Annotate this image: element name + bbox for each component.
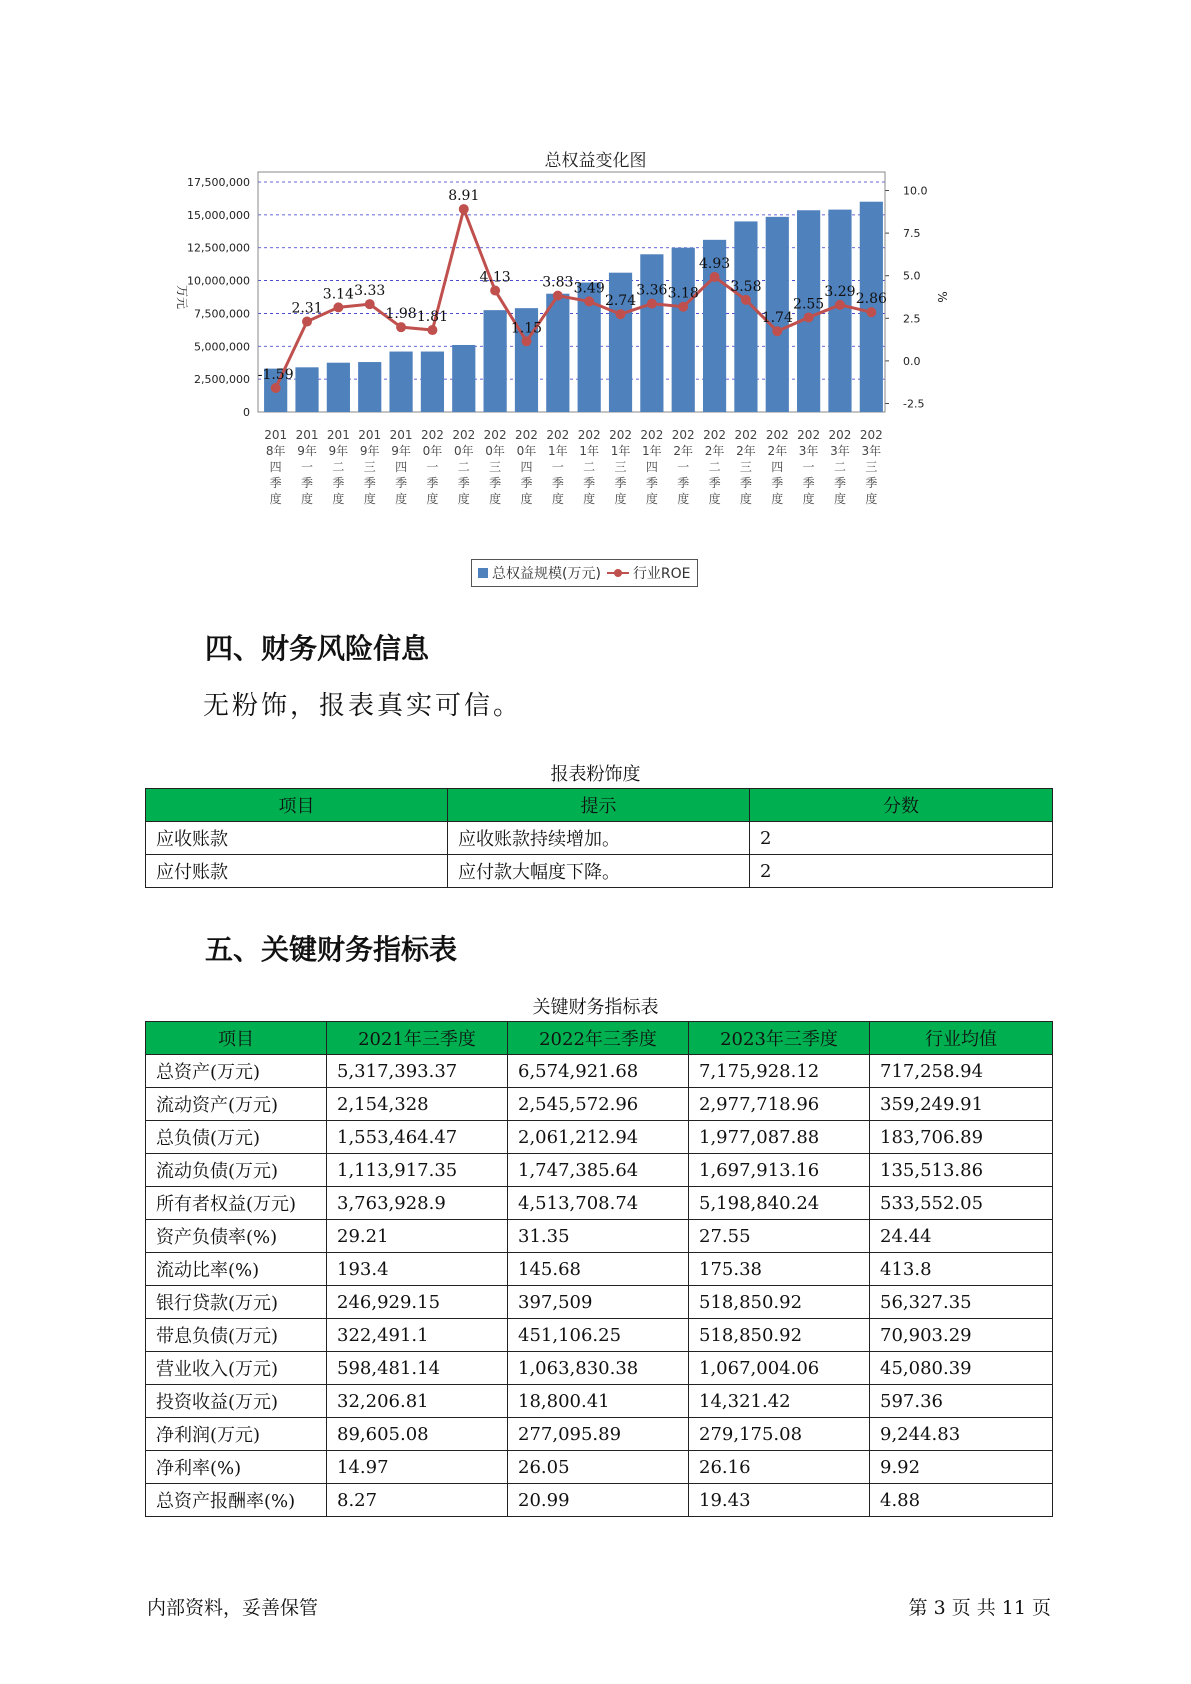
legend-item-equity <box>478 563 601 583</box>
equity-bar <box>484 310 507 412</box>
risk-table-row <box>146 855 1053 888</box>
roe-point <box>427 325 437 335</box>
kpi-table-cell: 717,258.94 <box>870 1055 1053 1088</box>
roe-point <box>553 291 563 301</box>
x-tick-label: 202 1年四季度 <box>640 428 664 506</box>
x-tick-label: 202 0年一季度 <box>420 428 444 506</box>
kpi-table-cell: 18,800.41 <box>508 1385 689 1418</box>
x-tick-label: 201 8年四季度 <box>264 428 288 506</box>
kpi-table-row <box>146 1055 1053 1088</box>
kpi-table-cell: 总资产报酬率(%) <box>146 1484 327 1517</box>
kpi-table-cell: 598,481.14 <box>327 1352 508 1385</box>
kpi-table-row <box>146 1121 1053 1154</box>
x-tick-label: 202 0年四季度 <box>515 428 538 506</box>
risk-table <box>145 788 1053 888</box>
roe-data-label: 2.74 <box>604 293 637 310</box>
risk-table-cell: 应收账款持续增加。 <box>448 822 750 855</box>
roe-data-label: 3.18 <box>667 285 699 302</box>
kpi-table-cell: 56,327.35 <box>870 1286 1053 1319</box>
equity-bar <box>452 345 475 412</box>
y-left-tick-label: 10,000,000 <box>187 274 250 288</box>
kpi-table-cell: 183,706.89 <box>870 1121 1053 1154</box>
equity-bar <box>828 210 851 412</box>
risk-table-cell: 应付款大幅度下降。 <box>448 855 750 888</box>
kpi-table-cell: 资产负债率(%) <box>146 1220 327 1253</box>
kpi-table-cell: 6,574,921.68 <box>508 1055 689 1088</box>
y-right-tick-label: 0.0 <box>903 354 921 368</box>
kpi-table-cell: 413.8 <box>870 1253 1053 1286</box>
footer-confidential: 内部资料，妥善保管 <box>147 1597 319 1619</box>
y-left-tick-label: 0 <box>243 406 250 419</box>
equity-bar <box>295 367 318 412</box>
kpi-table-cell: 1,063,830.38 <box>508 1352 689 1385</box>
roe-point <box>365 299 375 309</box>
kpi-table-cell: 1,553,464.47 <box>327 1121 508 1154</box>
kpi-table-cell: 451,106.25 <box>508 1319 689 1352</box>
kpi-table-row <box>146 1088 1053 1121</box>
risk-table-cell: 2 <box>750 855 1053 888</box>
kpi-table-cell: 597.36 <box>870 1385 1053 1418</box>
y-left-tick-label: 2,500,000 <box>194 373 250 387</box>
kpi-table-cell: 70,903.29 <box>870 1319 1053 1352</box>
kpi-table-cell: 净利率(%) <box>146 1451 327 1484</box>
kpi-table-row <box>146 1385 1053 1418</box>
roe-data-label: 2.55 <box>793 296 825 313</box>
kpi-table-cell: 净利润(万元) <box>146 1418 327 1451</box>
y-right-tick-label: -2.5 <box>903 397 925 411</box>
kpi-table-row <box>146 1286 1053 1319</box>
legend-line-swatch <box>607 568 629 578</box>
kpi-table-cell: 5,317,393.37 <box>327 1055 508 1088</box>
kpi-table-cell: 32,206.81 <box>327 1385 508 1418</box>
y-right-tick-label: 7.5 <box>903 227 921 241</box>
roe-data-label: 1.81 <box>416 309 449 326</box>
kpi-table-cell: 45,080.39 <box>870 1352 1053 1385</box>
roe-point <box>678 302 688 312</box>
x-tick-label: 202 2年四季度 <box>765 428 789 506</box>
roe-data-label: 1.98 <box>385 306 417 323</box>
risk-table-cell: 2 <box>750 822 1053 855</box>
roe-data-label: 1.15 <box>510 320 543 337</box>
y-right-tick-label: 10.0 <box>903 184 928 198</box>
equity-bar <box>640 254 663 412</box>
x-tick-label: 202 1年一季度 <box>546 428 570 506</box>
section5-heading: 五、关键财务指标表 <box>205 933 458 966</box>
kpi-table-cell: 所有者权益(万元) <box>146 1187 327 1220</box>
roe-data-label: -1.59 <box>257 366 294 383</box>
x-tick-label: 201 9年三季度 <box>358 428 382 506</box>
kpi-table-cell: 279,175.08 <box>689 1418 870 1451</box>
x-tick-label: 201 9年一季度 <box>295 428 319 506</box>
risk-summary-text: 无粉饰，报表真实可信。 <box>203 691 523 721</box>
roe-data-label: 4.93 <box>698 255 731 272</box>
roe-data-label: 3.29 <box>824 283 856 300</box>
x-tick-label: 202 1年二季度 <box>577 428 601 506</box>
kpi-table-cell: 2,977,718.96 <box>689 1088 870 1121</box>
kpi-table-caption: 关键财务指标表 <box>532 997 659 1018</box>
x-tick-label: 202 3年三季度 <box>859 428 883 506</box>
legend-bar-label: 总权益规模(万元) <box>492 566 601 582</box>
roe-point <box>271 383 281 393</box>
roe-point <box>584 296 594 306</box>
kpi-table-cell: 89,605.08 <box>327 1418 508 1451</box>
kpi-table-cell: 9,244.83 <box>870 1418 1053 1451</box>
roe-data-label: 1.74 <box>761 310 793 327</box>
risk-table-cell: 应付账款 <box>146 855 448 888</box>
kpi-table-cell: 322,491.1 <box>327 1319 508 1352</box>
equity-bar <box>327 363 350 412</box>
kpi-table-cell: 533,552.05 <box>870 1187 1053 1220</box>
kpi-table-cell: 2,545,572.96 <box>508 1088 689 1121</box>
kpi-table-cell: 14,321.42 <box>689 1385 870 1418</box>
y-right-tick-label: 2.5 <box>903 312 921 326</box>
kpi-table-cell: 359,249.91 <box>870 1088 1053 1121</box>
roe-point <box>396 322 406 332</box>
roe-point <box>866 307 876 317</box>
kpi-table-cell: 29.21 <box>327 1220 508 1253</box>
kpi-table-cell: 4.88 <box>870 1484 1053 1517</box>
x-tick-label: 202 0年三季度 <box>483 428 507 506</box>
kpi-table-cell: 20.99 <box>508 1484 689 1517</box>
x-tick-label: 201 9年二季度 <box>326 428 350 506</box>
kpi-table-cell: 135,513.86 <box>870 1154 1053 1187</box>
roe-point <box>804 312 814 322</box>
risk-table-header-cell: 分数 <box>750 789 1053 822</box>
y-left-tick-label: 7,500,000 <box>194 307 250 321</box>
kpi-table-cell: 7,175,928.12 <box>689 1055 870 1088</box>
legend-item-roe <box>607 563 691 583</box>
kpi-table-cell: 流动资产(万元) <box>146 1088 327 1121</box>
roe-data-label: 3.14 <box>322 286 354 303</box>
kpi-table-cell: 193.4 <box>327 1253 508 1286</box>
kpi-table-cell: 518,850.92 <box>689 1319 870 1352</box>
risk-table-caption: 报表粉饰度 <box>550 764 641 785</box>
x-tick-label: 202 2年二季度 <box>703 428 727 506</box>
kpi-table-row <box>146 1352 1053 1385</box>
kpi-table-cell: 19.43 <box>689 1484 870 1517</box>
roe-data-label: 3.33 <box>354 283 386 300</box>
kpi-table-cell: 145.68 <box>508 1253 689 1286</box>
roe-data-label: 3.36 <box>636 282 668 299</box>
roe-data-label: 3.49 <box>573 280 605 297</box>
roe-point <box>772 326 782 336</box>
roe-data-label: 2.86 <box>855 291 887 308</box>
kpi-table-cell: 1,067,004.06 <box>689 1352 870 1385</box>
kpi-table-row <box>146 1154 1053 1187</box>
kpi-table-cell: 246,929.15 <box>327 1286 508 1319</box>
kpi-table-cell: 26.05 <box>508 1451 689 1484</box>
risk-table-header <box>146 789 1053 822</box>
kpi-table-cell: 1,113,917.35 <box>327 1154 508 1187</box>
kpi-table-row <box>146 1451 1053 1484</box>
kpi-table <box>145 1021 1053 1517</box>
kpi-table-cell: 投资收益(万元) <box>146 1385 327 1418</box>
x-tick-label: 202 2年一季度 <box>671 428 695 506</box>
chart-legend <box>471 559 698 587</box>
x-tick-label: 202 2年三季度 <box>734 428 758 506</box>
roe-point <box>741 295 751 305</box>
kpi-table-cell: 流动负债(万元) <box>146 1154 327 1187</box>
equity-bar <box>389 352 412 412</box>
kpi-table-cell: 175.38 <box>689 1253 870 1286</box>
roe-data-label: 4.13 <box>479 269 511 286</box>
kpi-table-cell: 26.16 <box>689 1451 870 1484</box>
risk-table-row <box>146 822 1053 855</box>
y-right-tick-label: 5.0 <box>903 269 921 283</box>
kpi-table-header-cell: 项目 <box>146 1022 327 1055</box>
x-tick-label: 201 9年四季度 <box>389 428 413 506</box>
equity-chart <box>170 170 970 555</box>
section4-heading: 四、财务风险信息 <box>205 632 430 665</box>
chart-title: 总权益变化图 <box>544 151 647 171</box>
kpi-table-cell: 8.27 <box>327 1484 508 1517</box>
footer-page-number: 第 3 页 共 11 页 <box>908 1597 1051 1619</box>
roe-point <box>647 299 657 309</box>
kpi-table-cell: 银行贷款(万元) <box>146 1286 327 1319</box>
kpi-table-row <box>146 1319 1053 1352</box>
roe-point <box>302 317 312 327</box>
kpi-table-header-cell: 行业均值 <box>870 1022 1053 1055</box>
kpi-table-cell: 1,977,087.88 <box>689 1121 870 1154</box>
x-tick-label: 202 0年二季度 <box>452 428 476 506</box>
kpi-table-cell: 518,850.92 <box>689 1286 870 1319</box>
kpi-table-cell: 营业收入(万元) <box>146 1352 327 1385</box>
kpi-table-cell: 3,763,928.9 <box>327 1187 508 1220</box>
roe-point <box>333 302 343 312</box>
y-left-axis-label: 万元 <box>175 284 189 310</box>
roe-data-label: 8.91 <box>448 188 480 205</box>
roe-point <box>490 286 500 296</box>
kpi-table-cell: 9.92 <box>870 1451 1053 1484</box>
kpi-table-cell: 31.35 <box>508 1220 689 1253</box>
kpi-table-cell: 27.55 <box>689 1220 870 1253</box>
kpi-table-cell: 2,061,212.94 <box>508 1121 689 1154</box>
kpi-table-header-cell: 2021年三季度 <box>327 1022 508 1055</box>
roe-point <box>835 300 845 310</box>
y-right-axis-label: % <box>935 291 949 303</box>
kpi-table-row <box>146 1187 1053 1220</box>
y-left-tick-label: 5,000,000 <box>194 340 250 354</box>
roe-point <box>521 336 531 346</box>
equity-bar <box>672 248 695 412</box>
roe-point <box>616 309 626 319</box>
kpi-table-cell: 1,747,385.64 <box>508 1154 689 1187</box>
kpi-table-cell: 1,697,913.16 <box>689 1154 870 1187</box>
kpi-table-cell: 流动比率(%) <box>146 1253 327 1286</box>
kpi-table-cell: 4,513,708.74 <box>508 1187 689 1220</box>
kpi-table-cell: 397,509 <box>508 1286 689 1319</box>
roe-point <box>710 272 720 282</box>
risk-table-header-cell: 提示 <box>448 789 750 822</box>
kpi-table-cell: 24.44 <box>870 1220 1053 1253</box>
kpi-table-row <box>146 1418 1053 1451</box>
kpi-table-cell: 14.97 <box>327 1451 508 1484</box>
y-left-tick-label: 12,500,000 <box>187 241 250 255</box>
kpi-table-cell: 总负债(万元) <box>146 1121 327 1154</box>
x-tick-label: 202 3年一季度 <box>797 428 821 506</box>
x-tick-label: 202 3年二季度 <box>828 428 852 506</box>
legend-line-label: 行业ROE <box>632 566 691 582</box>
kpi-table-row <box>146 1220 1053 1253</box>
roe-data-label: 2.31 <box>291 300 323 317</box>
kpi-table-cell: 277,095.89 <box>508 1418 689 1451</box>
equity-bar <box>734 221 757 412</box>
equity-bar <box>358 362 381 412</box>
equity-bar <box>546 294 569 412</box>
x-tick-label: 202 1年三季度 <box>609 428 632 506</box>
y-left-tick-label: 15,000,000 <box>187 208 250 222</box>
roe-point <box>459 204 469 214</box>
risk-table-cell: 应收账款 <box>146 822 448 855</box>
equity-bar <box>421 352 444 412</box>
y-left-tick-label: 17,500,000 <box>187 176 250 189</box>
kpi-table-row <box>146 1484 1053 1517</box>
risk-table-header-cell: 项目 <box>146 789 448 822</box>
kpi-table-header-cell: 2022年三季度 <box>508 1022 689 1055</box>
kpi-table-cell: 带息负债(万元) <box>146 1319 327 1352</box>
kpi-table-header <box>146 1022 1053 1055</box>
kpi-table-cell: 总资产(万元) <box>146 1055 327 1088</box>
kpi-table-cell: 5,198,840.24 <box>689 1187 870 1220</box>
legend-bar-swatch <box>478 568 488 578</box>
kpi-table-row <box>146 1253 1053 1286</box>
kpi-table-cell: 2,154,328 <box>327 1088 508 1121</box>
roe-data-label: 3.83 <box>542 274 574 291</box>
kpi-table-header-cell: 2023年三季度 <box>689 1022 870 1055</box>
roe-data-label: 3.58 <box>730 278 762 295</box>
